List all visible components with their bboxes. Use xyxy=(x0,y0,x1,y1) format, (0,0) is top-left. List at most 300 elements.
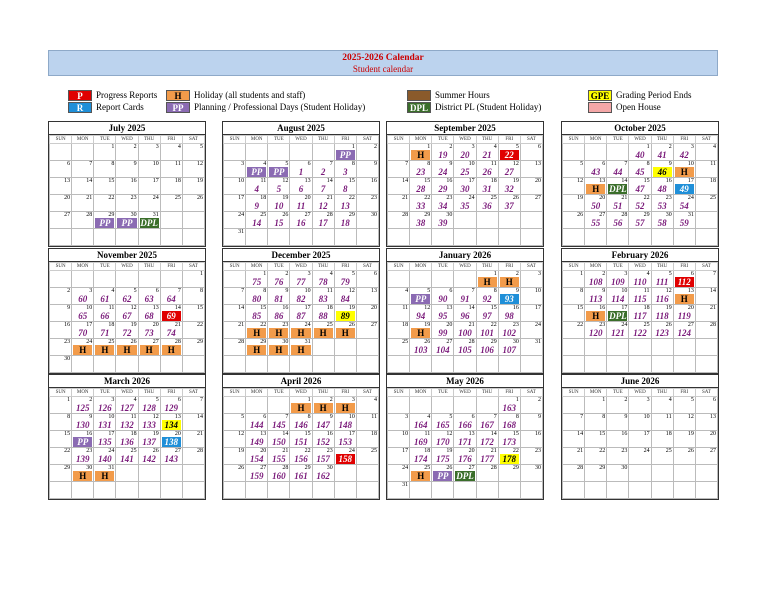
day-cell xyxy=(356,288,378,305)
school-day-count: 116 xyxy=(655,294,669,304)
day-cell xyxy=(72,212,94,229)
day-number: 25 xyxy=(490,195,497,201)
day-number: 22 xyxy=(599,448,606,454)
day-cell xyxy=(388,178,410,195)
weekday-header: WED xyxy=(454,263,476,271)
day-number: 19 xyxy=(512,178,519,184)
school-day-count: 56 xyxy=(613,218,623,228)
school-day-count: 127 xyxy=(120,403,134,413)
day-cell xyxy=(476,448,498,465)
weekday-header: SUN xyxy=(224,136,246,144)
day-cell xyxy=(651,288,673,305)
day-cell xyxy=(410,431,432,448)
day-cell xyxy=(432,431,454,448)
day-cell xyxy=(498,322,520,339)
event-h: H xyxy=(247,328,266,338)
day-number: 12 xyxy=(577,178,584,184)
day-cell xyxy=(476,271,498,288)
day-cell xyxy=(388,288,410,305)
day-number: 6 xyxy=(538,144,541,150)
weekday-header: MON xyxy=(585,136,607,144)
day-cell xyxy=(498,339,520,356)
day-number: 9 xyxy=(285,288,289,294)
day-number: 24 xyxy=(238,212,245,218)
day-cell xyxy=(356,482,378,499)
day-cell xyxy=(520,431,542,448)
day-cell xyxy=(290,431,312,448)
school-day-count: 57 xyxy=(635,218,645,228)
day-cell xyxy=(563,414,585,431)
day-number: 12 xyxy=(665,288,672,294)
event-pp: PP xyxy=(117,218,136,228)
day-number: 7 xyxy=(493,414,497,420)
day-number: 20 xyxy=(599,195,606,201)
day-number: 20 xyxy=(710,431,716,437)
day-number: 8 xyxy=(580,288,584,294)
day-cell xyxy=(312,195,334,212)
day-cell xyxy=(138,161,160,178)
month-title: November 2025 xyxy=(49,249,205,262)
day-cell xyxy=(94,195,116,212)
day-cell xyxy=(312,339,334,356)
weekday-header: WED xyxy=(116,389,138,397)
legend-item-h xyxy=(166,89,305,101)
day-number: 19 xyxy=(282,195,289,201)
day-cell xyxy=(607,195,629,212)
school-day-count: 24 xyxy=(438,167,448,177)
day-cell xyxy=(116,212,138,229)
day-cell xyxy=(432,271,454,288)
day-cell xyxy=(356,356,378,373)
day-cell xyxy=(246,448,268,465)
day-cell xyxy=(476,144,498,161)
event-gpe: 46 xyxy=(653,167,672,177)
day-number: 30 xyxy=(86,465,93,471)
day-number: 1 xyxy=(351,144,355,150)
day-cell xyxy=(356,339,378,356)
month-june-2026 xyxy=(561,374,719,500)
school-day-count: 43 xyxy=(591,167,601,177)
day-number: 2 xyxy=(89,397,93,403)
day-number: 1 xyxy=(307,397,311,403)
day-cell xyxy=(138,178,160,195)
day-number: 20 xyxy=(152,322,159,328)
day-cell xyxy=(182,448,204,465)
day-cell xyxy=(673,229,695,246)
day-cell xyxy=(410,288,432,305)
school-day-count: 176 xyxy=(458,454,472,464)
school-day-count: 140 xyxy=(98,454,112,464)
school-day-count: 7 xyxy=(320,184,326,194)
day-number: 26 xyxy=(130,339,137,345)
day-number: 14 xyxy=(468,305,475,311)
weekday-header: THU xyxy=(651,136,673,144)
day-number: 3 xyxy=(471,144,475,150)
event-pp: PP xyxy=(433,471,452,481)
day-cell xyxy=(673,178,695,195)
day-cell xyxy=(498,288,520,305)
day-number: 21 xyxy=(710,305,716,311)
day-cell xyxy=(50,305,72,322)
school-day-count: 170 xyxy=(436,437,450,447)
day-number: 4 xyxy=(374,397,377,403)
day-cell xyxy=(520,288,542,305)
day-cell xyxy=(94,448,116,465)
day-number: 22 xyxy=(260,322,267,328)
day-number: 11 xyxy=(371,414,377,420)
day-cell xyxy=(388,431,410,448)
day-number: 8 xyxy=(351,161,355,167)
day-number: 29 xyxy=(260,339,267,345)
day-cell xyxy=(116,322,138,339)
weekday-header: THU xyxy=(138,136,160,144)
day-cell xyxy=(410,178,432,195)
day-cell xyxy=(182,397,204,414)
day-number: 8 xyxy=(111,161,115,167)
day-cell xyxy=(607,465,629,482)
event-h: H xyxy=(269,345,288,355)
day-cell xyxy=(651,448,673,465)
day-number: 10 xyxy=(304,288,311,294)
day-cell xyxy=(94,178,116,195)
day-number: 20 xyxy=(371,305,377,311)
day-number: 14 xyxy=(197,414,203,420)
day-number: 4 xyxy=(263,161,267,167)
school-day-count: 153 xyxy=(338,437,353,447)
day-cell xyxy=(476,288,498,305)
day-cell xyxy=(94,322,116,339)
month-january-2026 xyxy=(386,248,544,374)
school-day-count: 76 xyxy=(274,277,284,287)
day-number: 23 xyxy=(665,195,672,201)
day-number: 13 xyxy=(687,288,694,294)
day-cell xyxy=(290,305,312,322)
day-cell xyxy=(268,305,290,322)
legend-swatch: DPL xyxy=(407,102,431,113)
day-cell xyxy=(50,288,72,305)
day-number: 14 xyxy=(402,178,409,184)
day-cell xyxy=(94,465,116,482)
day-number: 16 xyxy=(326,431,333,437)
day-cell xyxy=(116,178,138,195)
day-cell xyxy=(138,212,160,229)
day-number: 14 xyxy=(490,431,497,437)
day-cell xyxy=(432,356,454,373)
school-day-count: 146 xyxy=(294,420,308,430)
legend-item-p xyxy=(68,89,157,101)
day-cell xyxy=(454,144,476,161)
day-cell xyxy=(72,414,94,431)
day-cell xyxy=(246,414,268,431)
school-day-count: 128 xyxy=(142,403,156,413)
day-cell xyxy=(138,397,160,414)
day-number: 5 xyxy=(241,414,245,420)
day-cell xyxy=(432,322,454,339)
day-cell xyxy=(520,465,542,482)
day-cell xyxy=(695,144,717,161)
day-number: 1 xyxy=(427,144,431,150)
day-cell xyxy=(563,356,585,373)
school-day-count: 82 xyxy=(296,294,306,304)
school-day-count: 50 xyxy=(591,201,601,211)
legend-swatch: H xyxy=(166,90,190,101)
day-cell xyxy=(520,305,542,322)
day-number: 11 xyxy=(665,414,672,420)
day-cell xyxy=(268,229,290,246)
month-november-2025 xyxy=(48,248,206,374)
day-cell xyxy=(116,339,138,356)
day-number: 8 xyxy=(200,288,203,294)
day-number: 13 xyxy=(260,431,267,437)
day-cell xyxy=(312,448,334,465)
day-number: 2 xyxy=(538,397,541,403)
day-cell xyxy=(585,356,607,373)
day-number: 29 xyxy=(197,339,203,345)
day-cell xyxy=(585,339,607,356)
day-number: 6 xyxy=(67,161,71,167)
day-number: 1 xyxy=(111,144,115,150)
day-number: 19 xyxy=(197,178,203,184)
weekday-header: FRI xyxy=(160,263,182,271)
weekday-header: MON xyxy=(410,389,432,397)
day-cell xyxy=(607,431,629,448)
event-h: H xyxy=(675,167,694,177)
day-cell xyxy=(246,322,268,339)
day-number: 6 xyxy=(155,288,159,294)
day-cell xyxy=(651,229,673,246)
day-cell xyxy=(629,161,651,178)
weekday-header: TUE xyxy=(268,263,290,271)
day-number: 27 xyxy=(468,465,475,471)
day-cell xyxy=(116,397,138,414)
school-day-count: 41 xyxy=(657,150,667,160)
legend-label: Grading Period Ends xyxy=(616,90,692,100)
day-cell xyxy=(432,482,454,499)
day-cell xyxy=(563,229,585,246)
school-day-count: 32 xyxy=(504,184,514,194)
day-cell xyxy=(334,322,356,339)
day-cell xyxy=(72,178,94,195)
day-cell xyxy=(388,195,410,212)
day-cell xyxy=(410,161,432,178)
day-cell xyxy=(454,212,476,229)
day-cell xyxy=(246,356,268,373)
day-cell xyxy=(476,482,498,499)
month-title: July 2025 xyxy=(49,122,205,135)
legend-item-pp xyxy=(166,101,365,113)
day-number: 15 xyxy=(64,431,71,437)
weekday-header: THU xyxy=(138,389,160,397)
day-number: 24 xyxy=(86,339,93,345)
school-day-count: 106 xyxy=(480,345,494,355)
day-number: 20 xyxy=(446,322,453,328)
day-number: 27 xyxy=(599,212,606,218)
school-day-count: 155 xyxy=(272,454,286,464)
day-number: 18 xyxy=(326,305,333,311)
day-cell xyxy=(498,482,520,499)
legend-label: Summer Hours xyxy=(435,90,490,100)
day-number: 25 xyxy=(665,448,672,454)
school-day-count: 152 xyxy=(316,437,330,447)
day-cell xyxy=(72,144,94,161)
day-number: 30 xyxy=(282,339,289,345)
school-day-count: 108 xyxy=(588,277,603,287)
day-number: 30 xyxy=(621,465,628,471)
day-cell xyxy=(585,465,607,482)
day-number: 23 xyxy=(599,322,606,328)
event-p: 22 xyxy=(500,150,519,160)
day-cell xyxy=(607,414,629,431)
day-cell xyxy=(432,305,454,322)
legend-item-r xyxy=(68,101,144,113)
day-number: 4 xyxy=(133,397,137,403)
day-cell xyxy=(182,465,204,482)
day-cell xyxy=(520,271,542,288)
school-day-count: 5 xyxy=(276,184,282,194)
day-number: 12 xyxy=(197,161,203,167)
day-cell xyxy=(563,212,585,229)
school-day-count: 135 xyxy=(98,437,112,447)
day-cell xyxy=(607,356,629,373)
day-cell xyxy=(334,465,356,482)
day-cell xyxy=(695,229,717,246)
day-number: 15 xyxy=(490,305,497,311)
weekday-header: MON xyxy=(585,263,607,271)
day-number: 6 xyxy=(602,161,606,167)
day-number: 26 xyxy=(424,339,431,345)
day-cell xyxy=(673,356,695,373)
day-number: 25 xyxy=(402,339,409,345)
event-gpe: 89 xyxy=(336,311,355,321)
event-h: H xyxy=(336,328,355,338)
day-number: 30 xyxy=(512,339,519,345)
day-number: 10 xyxy=(86,305,93,311)
day-cell xyxy=(454,465,476,482)
school-day-count: 70 xyxy=(78,328,88,338)
school-day-count: 164 xyxy=(413,420,428,430)
day-cell xyxy=(585,178,607,195)
weekday-header: SUN xyxy=(388,263,410,271)
day-number: 25 xyxy=(108,339,115,345)
event-h: H xyxy=(247,345,266,355)
day-cell xyxy=(50,271,72,288)
day-cell xyxy=(72,465,94,482)
day-cell xyxy=(72,322,94,339)
weekday-header: WED xyxy=(290,136,312,144)
day-number: 19 xyxy=(238,448,245,454)
day-cell xyxy=(563,195,585,212)
school-day-count: 52 xyxy=(635,201,645,211)
day-number: 16 xyxy=(446,178,453,184)
day-cell xyxy=(563,305,585,322)
day-cell xyxy=(410,271,432,288)
day-cell xyxy=(182,144,204,161)
day-number: 4 xyxy=(177,144,181,150)
day-cell xyxy=(585,195,607,212)
school-day-count: 167 xyxy=(480,420,494,430)
event-h: H xyxy=(95,345,114,355)
day-cell xyxy=(673,339,695,356)
day-number: 7 xyxy=(285,414,289,420)
day-cell xyxy=(476,465,498,482)
day-cell xyxy=(50,322,72,339)
day-number: 10 xyxy=(643,414,650,420)
event-h: H xyxy=(675,294,694,304)
day-cell xyxy=(268,271,290,288)
day-cell xyxy=(290,465,312,482)
day-cell xyxy=(520,356,542,373)
day-cell xyxy=(695,161,717,178)
day-cell xyxy=(94,414,116,431)
day-cell xyxy=(72,229,94,246)
day-number: 21 xyxy=(238,322,245,328)
day-number: 3 xyxy=(646,397,650,403)
school-day-count: 48 xyxy=(657,184,667,194)
day-number: 17 xyxy=(238,195,245,201)
school-day-count: 161 xyxy=(294,471,308,481)
month-december-2025 xyxy=(222,248,380,374)
weekday-header: SAT xyxy=(695,136,717,144)
day-cell xyxy=(182,229,204,246)
school-day-count: 101 xyxy=(480,328,494,338)
day-cell xyxy=(629,195,651,212)
school-day-count: 120 xyxy=(588,328,603,338)
day-cell xyxy=(432,212,454,229)
day-number: 31 xyxy=(238,229,245,235)
day-cell xyxy=(160,356,182,373)
weekday-header: SUN xyxy=(50,136,72,144)
day-number: 21 xyxy=(577,448,584,454)
school-day-count: 30 xyxy=(460,184,470,194)
day-cell xyxy=(607,305,629,322)
day-cell xyxy=(290,356,312,373)
event-r: 49 xyxy=(675,184,694,194)
day-cell xyxy=(695,339,717,356)
day-number: 18 xyxy=(710,178,716,184)
day-number: 28 xyxy=(490,465,497,471)
day-cell xyxy=(356,178,378,195)
day-cell xyxy=(629,482,651,499)
day-cell xyxy=(563,178,585,195)
weekday-header: SAT xyxy=(182,263,204,271)
day-number: 23 xyxy=(130,195,137,201)
day-number: 29 xyxy=(599,465,606,471)
day-cell xyxy=(454,161,476,178)
day-cell xyxy=(182,431,204,448)
school-day-count: 55 xyxy=(591,218,601,228)
day-number: 2 xyxy=(624,397,628,403)
school-day-count: 75 xyxy=(252,277,262,287)
day-cell xyxy=(629,356,651,373)
day-number: 7 xyxy=(329,161,333,167)
day-cell xyxy=(498,144,520,161)
day-number: 21 xyxy=(621,195,628,201)
day-number: 22 xyxy=(64,448,71,454)
day-cell xyxy=(520,482,542,499)
day-number: 9 xyxy=(67,305,71,311)
day-cell xyxy=(695,465,717,482)
day-number: 24 xyxy=(468,195,475,201)
day-cell xyxy=(432,397,454,414)
day-cell xyxy=(160,229,182,246)
day-number: 21 xyxy=(86,195,93,201)
day-number: 1 xyxy=(646,144,650,150)
day-number: 17 xyxy=(108,431,115,437)
day-cell xyxy=(520,229,542,246)
day-cell xyxy=(94,431,116,448)
day-cell xyxy=(50,482,72,499)
day-cell xyxy=(290,144,312,161)
